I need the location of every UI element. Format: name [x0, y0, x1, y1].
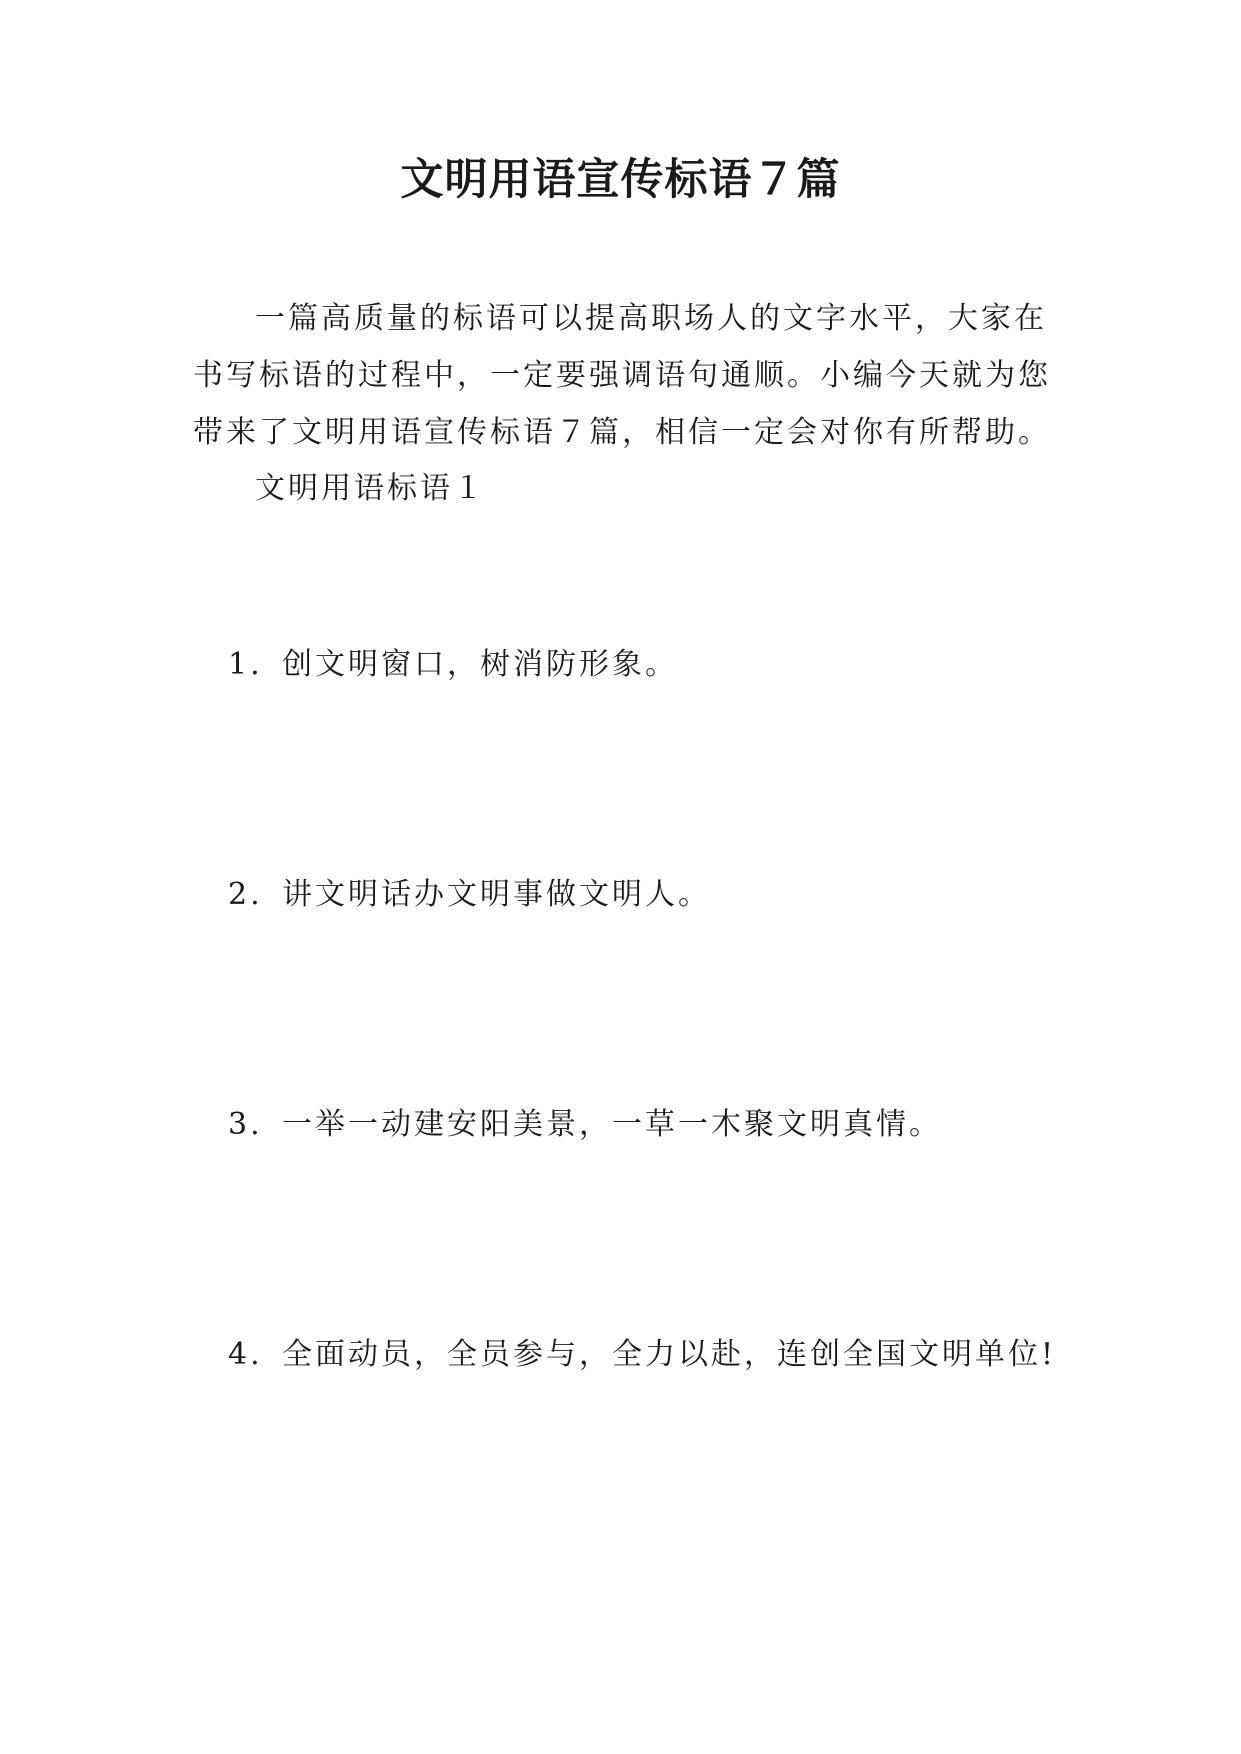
- list-item-text: 讲文明话办文明事做文明人。: [282, 877, 711, 912]
- list-item: [228, 866, 711, 923]
- list-item-number: 4.: [228, 1337, 263, 1372]
- list-item-number: 1.: [228, 647, 263, 682]
- section-heading: 文明用语标语１: [255, 471, 486, 506]
- list-item-text: 全面动员，全员参与，全力以赴，连创全国文明单位!: [282, 1337, 1057, 1372]
- list-item-number: 3.: [228, 1107, 263, 1142]
- list-item-text: 创文明窗口，树消防形象。: [282, 647, 678, 682]
- list-item-number: 2.: [228, 877, 263, 912]
- intro-line: 书写标语的过程中，一定要强调语句通顺。小编今天就为您: [193, 358, 1051, 393]
- intro-paragraph: [193, 290, 1053, 461]
- list-item: [228, 1096, 942, 1153]
- list-item-text: 一举一动建安阳美景，一草一木聚文明真情。: [282, 1107, 942, 1142]
- intro-line: 一篇高质量的标语可以提高职场人的文字水平，大家在: [255, 301, 1047, 336]
- page-title: 文明用语宣传标语７篇: [400, 155, 841, 205]
- list-item: [228, 1326, 1056, 1383]
- list-item: [228, 636, 678, 693]
- intro-line: 带来了文明用语宣传标语７篇，相信一定会对你有所帮助。: [193, 415, 1051, 450]
